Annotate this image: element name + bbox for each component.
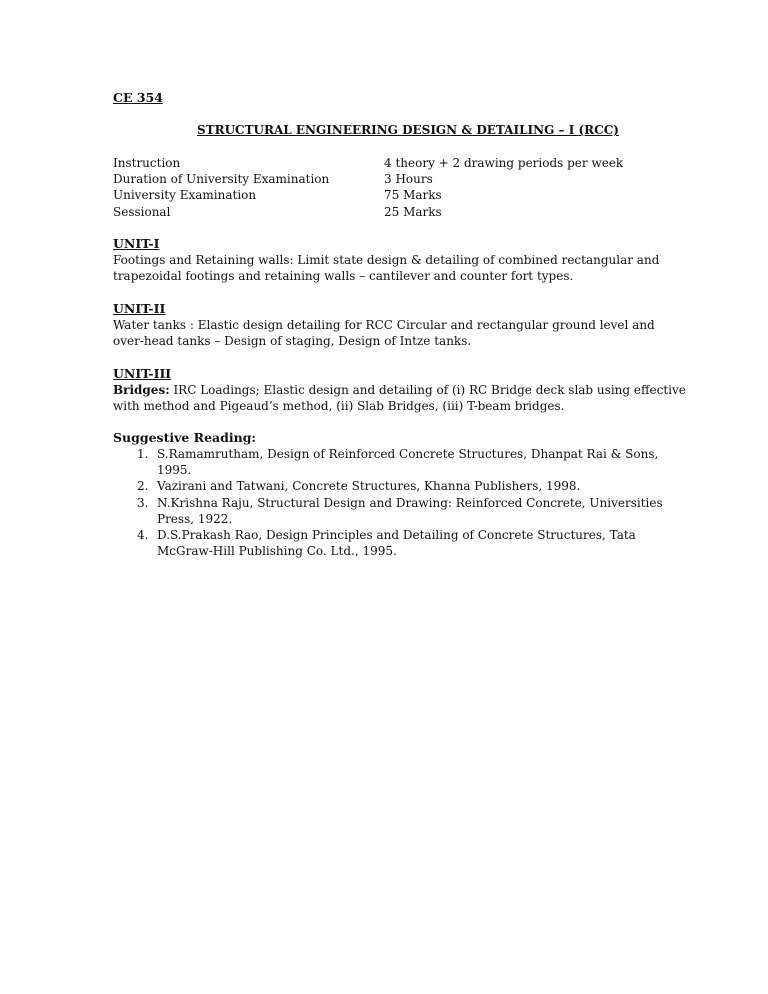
list-item	[113, 478, 673, 494]
unit-body	[113, 382, 686, 414]
list-item-line: Press, 1922.	[157, 511, 233, 526]
info-row-sessional	[113, 204, 673, 220]
info-label: Sessional	[113, 204, 171, 219]
suggestive-reading-heading: Suggestive Reading:	[113, 430, 257, 445]
unit-body-line: Water tanks : Elastic design detailing for RCC Circular and rectangular ground level and	[113, 318, 655, 332]
info-value: 25 Marks	[384, 204, 442, 219]
info-label: University Examination	[113, 188, 257, 203]
unit-heading: UNIT-I	[113, 236, 160, 251]
course-code: CE 354	[113, 90, 163, 105]
list-item-text	[157, 446, 673, 478]
list-item-line: Vazirani and Tatwani, Concrete Structures, Khanna Publishers, 1998.	[157, 479, 581, 494]
unit-2-section	[113, 301, 673, 349]
list-item	[113, 495, 673, 527]
list-item	[113, 527, 673, 559]
list-item-line: D.S.Prakash Rao, Design Principles and Detailing of Concrete Structures, Tata	[157, 528, 636, 543]
unit-body-text: IRC Loadings; Elastic design and detailing of (i) RC Bridge deck slab using effective	[169, 383, 686, 397]
list-item-text	[157, 495, 673, 527]
unit-body	[113, 317, 673, 349]
info-label: Instruction	[113, 156, 181, 170]
info-value: 3 Hours	[384, 172, 433, 187]
info-value: 4 theory + 2 drawing periods per week	[384, 156, 624, 170]
list-item-number: 3.	[137, 495, 149, 510]
unit-body-line: trapezoidal footings and retaining walls – cantilever and counter fort types.	[113, 269, 574, 284]
unit-body-line: over-head tanks – Design of staging, Design of Intze tanks.	[113, 334, 472, 349]
unit-3-section	[113, 366, 686, 414]
list-item-line: S.Ramamrutham, Design of Reinforced Concrete Structures, Dhanpat Rai & Sons,	[157, 447, 659, 461]
unit-body	[113, 252, 673, 284]
unit-body-line: Footings and Retaining walls: Limit state design & detailing of combined rectangular and	[113, 253, 660, 267]
list-item	[113, 446, 673, 478]
unit-body-line	[113, 382, 686, 398]
unit-heading: UNIT-III	[113, 366, 172, 381]
info-row-instruction	[113, 155, 673, 171]
info-row-university-exam	[113, 187, 673, 203]
list-item-line: 1995.	[157, 463, 192, 478]
info-label: Duration of University Examination	[113, 172, 330, 187]
list-item-text	[157, 527, 673, 559]
document-title: STRUCTURAL ENGINEERING DESIGN & DETAILING – I (RCC)	[197, 123, 619, 137]
info-value: 75 Marks	[384, 188, 442, 203]
unit-lead-label: Bridges:	[113, 383, 170, 397]
list-item-number: 4.	[137, 528, 149, 543]
unit-heading: UNIT-II	[113, 301, 166, 316]
list-item-text	[157, 478, 673, 494]
list-item-line: McGraw-Hill Publishing Co. Ltd., 1995.	[157, 544, 397, 559]
list-item-number: 2.	[137, 479, 149, 494]
course-info-table	[113, 155, 673, 220]
list-item-line: N.Krishna Raju, Structural Design and Drawing: Reinforced Concrete, Universities	[157, 495, 663, 510]
reading-list	[113, 446, 673, 559]
unit-body-line: with method and Pigeaud’s method, (ii) Slab Bridges, (iii) T-beam bridges.	[113, 399, 565, 414]
list-item-number: 1.	[137, 447, 149, 461]
unit-1-section	[113, 236, 673, 284]
info-row-duration	[113, 171, 673, 187]
